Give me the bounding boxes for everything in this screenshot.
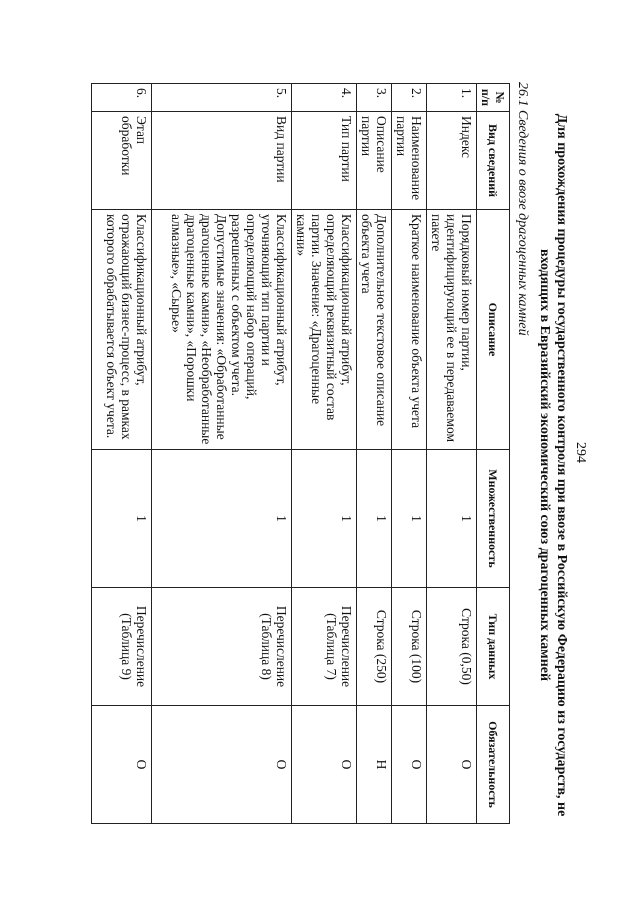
cell-desc: Порядковый номер партии, идентифицирующий ее в передаваемом пакете (427, 210, 477, 450)
table-row (357, 84, 392, 824)
cell-name: Этап обработки (92, 112, 152, 210)
cell-type: Строка (100) (392, 588, 427, 706)
header-type: Тип данных (477, 588, 510, 706)
cell-type: Перечисление (Таблица 8) (152, 588, 292, 706)
cell-num: 6. (92, 84, 152, 112)
cell-num: 2. (392, 84, 427, 112)
cell-num: 5. (152, 84, 292, 112)
cell-num: 1. (427, 84, 477, 112)
table-header-row (477, 84, 510, 824)
cell-type: Строка (0,50) (427, 588, 477, 706)
cell-req: О (92, 706, 152, 824)
table-row (92, 84, 152, 824)
header-mult: Множественность (477, 450, 510, 588)
cell-desc: Классификационный атрибут, определяющий реквизитный состав партии. Значение: «Драгоценные камни» (292, 210, 357, 450)
cell-mult: 1 (92, 450, 152, 588)
cell-name: Наименование партии (392, 112, 427, 210)
cell-mult: 1 (152, 450, 292, 588)
cell-desc: Классификационный атрибут, отражающий бизнес-процесс, в рамках которого обрабатывается объект учета. (92, 210, 152, 450)
cell-req: О (292, 706, 357, 824)
cell-name: Индекс (427, 112, 477, 210)
table-row (427, 84, 477, 824)
cell-num: 3. (357, 84, 392, 112)
data-table (91, 83, 510, 824)
cell-req: Н (357, 706, 392, 824)
cell-req: О (427, 706, 477, 824)
cell-req: О (152, 706, 292, 824)
cell-desc: Краткое наименование объекта учета (392, 210, 427, 450)
document-heading: Для прохождения процедуры государственного контроля при ввозе в Российскую Федерацию из государств, не входящих в Евразийский экономический союз драгоценных камней (537, 113, 569, 817)
cell-mult: 1 (292, 450, 357, 588)
cell-name: Тип партии (292, 112, 357, 210)
page-number: 294 (573, 442, 588, 463)
cell-type: Строка (250) (357, 588, 392, 706)
cell-name: Вид партии (152, 112, 292, 210)
table-row (292, 84, 357, 824)
cell-mult: 1 (427, 450, 477, 588)
cell-mult: 1 (392, 450, 427, 588)
table-row (392, 84, 427, 824)
cell-type: Перечисление (Таблица 9) (92, 588, 152, 706)
cell-type: Перечисление (Таблица 7) (292, 588, 357, 706)
table-caption: 26.1 Сведения о ввозе драгоценных камней (515, 82, 530, 336)
cell-req: О (392, 706, 427, 824)
cell-desc: Классификационный атрибут, уточняющий тип партии и определяющий набор операций, разрешенных с объектом учета. Допустимые значения: «Обработанные драгоценные камни», «Необработанные драгоценные камни», «Порошки алмазные», «Сырье» (152, 210, 292, 450)
header-req: Обязательность (477, 706, 510, 824)
cell-desc: Дополнительное текстовое описание объекта учета (357, 210, 392, 450)
cell-mult: 1 (357, 450, 392, 588)
cell-name: Описание партии (357, 112, 392, 210)
header-name: Вид сведений (477, 112, 510, 210)
header-num: № п/п (477, 84, 510, 112)
header-desc: Описание (477, 210, 510, 450)
cell-num: 4. (292, 84, 357, 112)
table-row (152, 84, 292, 824)
